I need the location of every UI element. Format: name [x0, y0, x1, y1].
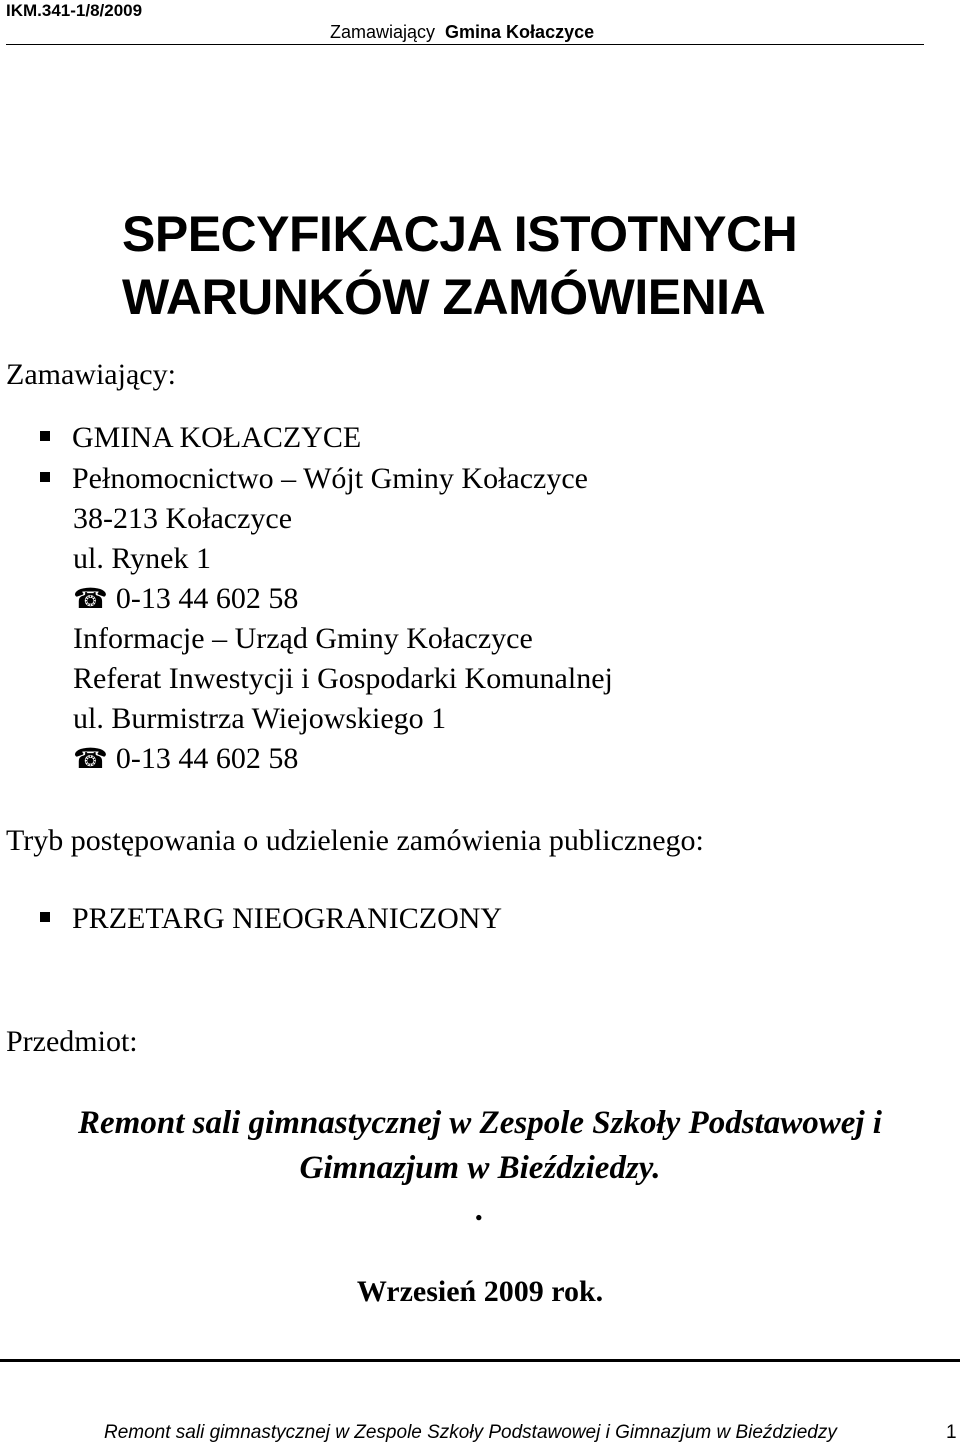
bullet-square-icon: [40, 431, 50, 441]
orderer-label: Zamawiający:: [6, 358, 176, 391]
page-number: 1: [946, 1422, 957, 1443]
telephone-icon: ☎: [73, 742, 108, 775]
header-orderer: [330, 22, 594, 43]
telephone-icon: ☎: [73, 582, 108, 615]
document-title-line-1: SPECYFIKACJA ISTOTNYCH: [122, 206, 798, 262]
orderer-bullet-1: [40, 421, 361, 455]
procedure-label: Tryb postępowania o udzielenie zamówienia publicznego:: [6, 824, 704, 857]
subject-line-3: .: [475, 1192, 485, 1228]
info-line-1: Informacje – Urząd Gminy Kołaczyce: [73, 622, 533, 655]
document-reference: IKM.341-1/8/2009: [6, 1, 143, 20]
footer-text: Remont sali gimnastycznej w Zespole Szkoły Podstawowej i Gimnazjum w Bieździedzy: [104, 1422, 837, 1443]
bullet-square-icon: [40, 912, 50, 922]
info-line-3: ul. Burmistrza Wiejowskiego 1: [73, 702, 447, 735]
orderer-authority: Pełnomocnictwo – Wójt Gminy Kołaczyce: [72, 462, 588, 495]
phone-number-2: 0-13 44 602 58: [115, 742, 299, 775]
phone-number-1: 0-13 44 602 58: [115, 582, 299, 615]
orderer-bullet-2: [40, 462, 588, 496]
footer-divider: [0, 1359, 960, 1362]
subject-label: Przedmiot:: [6, 1025, 138, 1058]
phone-line-1: [73, 582, 298, 616]
header-orderer-name: Gmina Kołaczyce: [445, 22, 595, 42]
bullet-square-icon: [40, 472, 50, 482]
procedure-value: PRZETARG NIEOGRANICZONY: [72, 902, 503, 935]
address-line-1: 38-213 Kołaczyce: [73, 502, 293, 535]
address-line-2: ul. Rynek 1: [73, 542, 211, 575]
info-line-2: Referat Inwestycji i Gospodarki Komunalnej: [73, 662, 613, 695]
header-orderer-label: Zamawiający: [330, 22, 436, 42]
document-title-line-2: WARUNKÓW ZAMÓWIENIA: [122, 269, 766, 325]
orderer-name: GMINA KOŁACZYCE: [72, 421, 362, 454]
phone-line-2: [73, 742, 298, 776]
subject-line-1: Remont sali gimnastycznej w Zespole Szkoły Podstawowej i: [78, 1105, 882, 1141]
header-divider: [6, 44, 924, 45]
document-date: Wrzesień 2009 rok.: [356, 1275, 604, 1308]
subject-line-2: Gimnazjum w Bieździedzy.: [299, 1150, 661, 1186]
procedure-bullet: [40, 902, 502, 936]
